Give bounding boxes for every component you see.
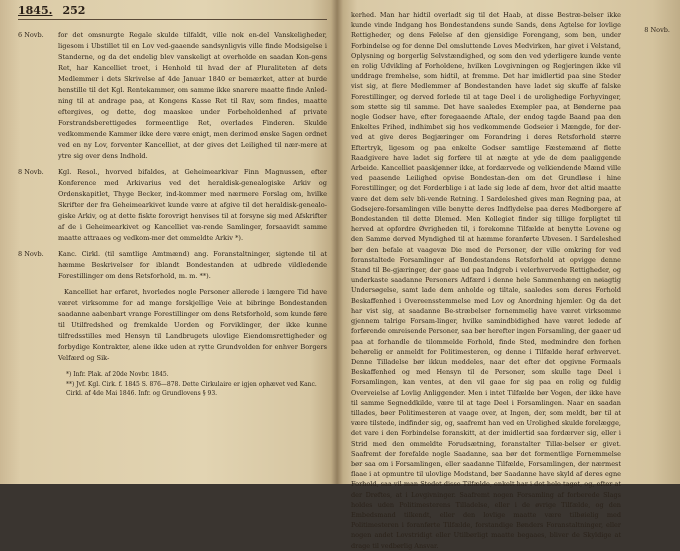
entry bbox=[18, 287, 327, 364]
entry bbox=[18, 249, 327, 282]
margin-date: 8 Novb. bbox=[18, 250, 44, 258]
page-header bbox=[18, 4, 327, 20]
footnotes bbox=[18, 370, 327, 399]
entry bbox=[18, 167, 327, 244]
entry-text: Kancelliet har erfaret, hvorledes nogle Personer allerede i længere Tid have været virksomme for ad mange forskjellige Veie at bibringe Bondestanden saadanne aabenbart vrange Forestillinger om dens Retsforhold, som kunde føre til Utilfredshed og fremkalde Uorden og Forviklinger, der ikke kunne tilfredsstilles med Hensyn til Landbrugets ulovlige Eiendomsrettigheder og forbydige Kontrakter, alene ikke uden at rytte Grundvolden for enhver Borgers Velfærd og Sik- bbox=[58, 288, 327, 362]
footnote: **) Jvf. Kgl. Cirk. f. 1845 S. 876—878. Dette Cirkulaire er igjen ophævet ved Kanc. Cirkl. af 4de Mai 1846. Infr. og Grundlovens § 93. bbox=[66, 380, 317, 397]
footnote: *) Infr. Plak. af 20de Novbr. 1845. bbox=[66, 371, 169, 378]
entry bbox=[18, 30, 327, 162]
margin-date: 6 Novb. bbox=[18, 31, 44, 39]
margin-date: 8 Novb. bbox=[644, 26, 670, 34]
entry-text: for det omsnurgte Regale skulde tilfaldt, ville nok en-del Vanskeligheder, ligesom i Ubstillet til en Lov ved-gaaende sandsynligvis ville finde Modsigelse i Standerne, og da det endelig blev vanskeligt at overholde en saadan Kon-gens Ret, har Kancelliet troet, i Henhold til hvad der af Pluraliteten af dets Medlemmer i dets Skrivelse af 4de Januar 1840 er bemærket, atter at burde henstille til det Kgl. Rentekammer, om samme ikke snarere maatte finde Anled-ning til at andrage paa, at Kongens Kasse Ret til Rav, som findes, maatte eftergives, og dette, dog maaskee under Forbeholdenhed af private Forstrandsberettigedes formeentlige Ret, overlades Finderen. Skulde vedkommende Kammer ikke dere være enigt, men derimod ønske Sagen ordnet ved en ny Lov, forventer Kancelliet, at der gives det Leilighed til nær-mere at ytre sig over dens Indhold. bbox=[58, 31, 327, 160]
margin-date bbox=[18, 287, 58, 364]
year-heading: 1845. bbox=[18, 4, 53, 17]
left-page bbox=[0, 0, 337, 484]
book-gutter bbox=[331, 0, 343, 484]
right-page bbox=[337, 0, 680, 550]
right-page-text: kerhed. Man har hidtil overladt sig til det Haab, at disse Bestræ-belser ikke kunde vinde Indgang hos Bondestandens sunde Sands, dens Agtelse for lovlige Rettigheder, og dens Følelse af den gjensidige Forengang, som ben, under Forbindelse og for denne Del omsluttende Loves Medvirken, har givet i Velstand, Oplysning og borgerlig Selvstændighed, og som den ved yderligere kunde vente en rolig Udvikling af Forholdene, hvilken Lovgivningen og Regjeringen ikke vil unddrage fremhelse, som hidtil, at fremme. Det har imidlertid paa sine Steder vist sig, at flere Medlemmer af Bondestanden have ladet sig skuffe af falske Forestillinger, og derved forlede til at tage Deel i de urolighedige Forhyvinger, som støtte sig til samme. Det have saaledes Exempler paa, at Bønderne paa nogle Godser have, efter foregaaende Aftale, der endog tagde Baand paa den Enkeltes Frihed, indhimbet sig hos vedkommende Godseier i Mængde, for der-ved at give deres Begjæringer om Forandring i deres Retsforhold større Eftertryk, ligesom og paa enkelte Godser samtlige Fæstemænd af flette Raadgivere have ladet sig forføre til at nægte at yde de dem paaliggende Arbeide. Kancelliet paaskjønner ikke, at fordærvede og velkiendende Mænd ville ved paasende Leilighed opvise Bondestan-den om det Grundløse i hine Forestillinger, og det Forderblige i at lade sig lede af dem, hvor det altid maatte være det dem selv bli-vende Retning. I Sardeleshed gives man Regning paa, at Godsejere-forsamlingen ville benytte deres Indflydelse paa deres Medborgere af Bondestanden til dette Dlemed. Men Kollegiet finder sig tillige forpligtet til herved at opfordre Øvrigheden til, i forekomne Tilfælde at benytte Lovene og den Samme derved Myndighed til at hæmme foranførte Ubvesen. I Sardeleshed bør den befale at vaagevæ Die med de Personer, der ville omkring for ved foranstaltede Forsamlinger af Bondestandens Retsforhold at opvigge denne Stand til Be-gjæringer, der gaae ud paa Indgreb i velerhvervede Rettigheder, og underkaste saadanne Personers Adfærd i denne hele Sammenhæng en nøiagtig Undersøgelse, samt lade dem anholde og tiltale, saaledes som deres Forhold Beskaffenhed i Overeensstemmelse med Lov og Anordning hjemler. Og da det har vist sig, at saadanne Be-stræbelser fornemmelig have været virksomme gjennem talrige Forsam-linger, hvilke samindbidighed have været ledede af forførende omreisende Personer, saa bør herefter ingen Forsamling, der gaaer ud paa at forhandle de tilommelde Forhold, finde Sted, medmindre den forhen behørelig er anmeldt for Politimesteren, og denne i Tilfælde heraf erhvervet. Denne Tilladelse bør ikkun meddeles, naar det efter det opgivne Formaals Beskaffenhed og med Hensyn til de Personer, som skulle tage Deel i Forsamlingen, kan ventes, at den vil gaae for sig paa en rolig og fuldig Overveielse af Lovlig Anliggender. Men i intet Tilfælde bør Vogen, der ikke have til samme Segneddkilde, være til at tage Deel i Forsamlingen. Naar en saadan tillades, bøer Politimesteren at vaage over, at Ingen, der, som meldt, bør til at være tilstede, indfinder sig, og, saafremt han ved en Urolighed skulde forelægge, det vare i den Forbindelse foranskitt, at der imidlertid saa fordærver sig, eller i Strid med den ommeldte Forudsætning, foranstalter Tillæ-belser er givet. Saafremt der forefalde nogle Saadanne, saa bør det formentlige Fornemmelse bør saa om i Forsamlingen, eller saadanne Tilfælde, Forsamlingen, der nærmest flaae i at opmuntre til ulovlige Modstand, bør Saadanne have skyld af deres egne Forhold, saa vil man Stedet disse Tilfælde, enkelt har i det hele taget, og, efter at der Drøftes, at i Lovgivninger. Saafremt nogen Forsamling af forberede Slags holdes uden Politimesterens Tilladelse, eller i de øvrige Tilfælde, og den Embedsmand tilkendt, eller den lovlige maatte være tilbøielig med Politimesteren i foranførte Tilfælde, forstandige Bønders Foranstaltninger, eller nogen andet Lovstridigt eller Utilbørligt maatte begaaes, bliver de Skyldige at drage til vedbørlig Ansvar. bbox=[351, 11, 621, 550]
entry-text: Kgl. Resol., hvorved bifaldes, at Geheimearkivar Finn Magnussen, efter Konference med Arkivarius ved det heraldisk-genealogiske Arkiv og Ordenskapitlet, Thyge Becker, ind-kommer med nærmere Forslag om, hvilke Skrifter der fra Geheimearkivet kunde være at afgive til det heraldisk-genealo-giske Arkiv, og at dette fiskte forovrigt henvises til at forsyne sig med Afskrifter af de i Geheimearkivet og Kancelliet væ-rende Samlinger, forsaavidt samme maatte attraaes og vedkom-mer det ommeldte Arkiv *). bbox=[58, 168, 327, 242]
entry-text: Kanc. Cirkl. (til samtlige Amtmænd) ang. Foranstaltninger, sigtende til at hæmme Beskrivelser for iblandt Bondestanden at udbrede vildledende Forestillinger om dens Retsforhold, m. m. **). bbox=[58, 250, 327, 280]
page-number: 252 bbox=[62, 4, 86, 17]
margin-date: 8 Novb. bbox=[18, 168, 44, 176]
